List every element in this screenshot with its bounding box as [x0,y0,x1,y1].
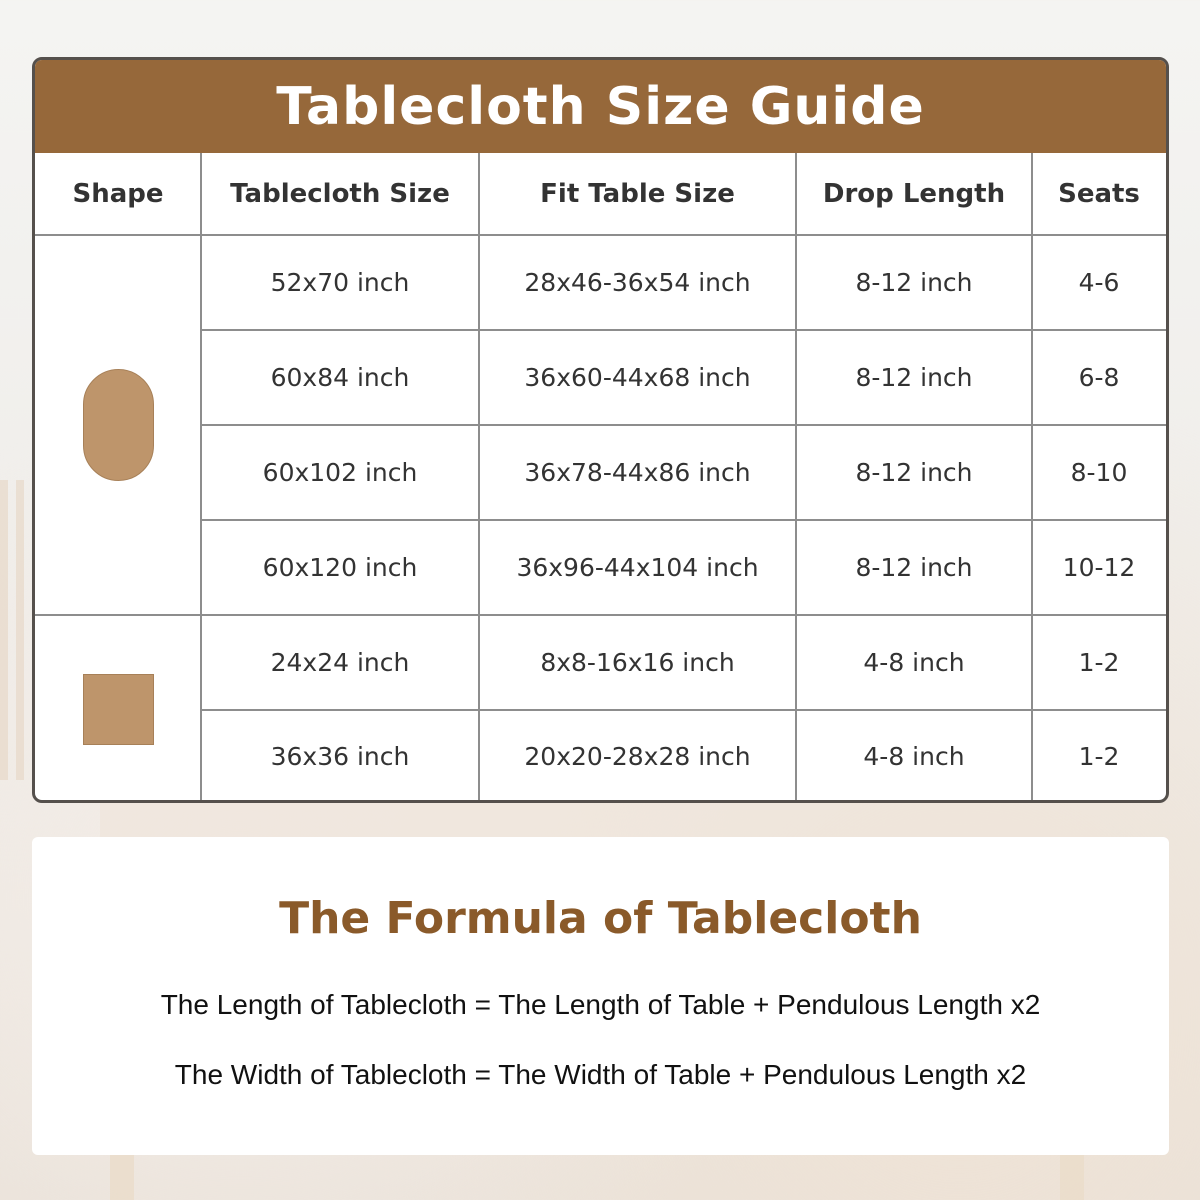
table-divider [201,519,1166,521]
shape-cell-square [35,615,201,803]
cell-drop-length: 4-8 inch [863,648,965,677]
cell-seats: 8-10 [1070,458,1128,487]
cell-drop-length: 8-12 inch [855,553,973,582]
table-divider [35,234,1166,236]
cell-tablecloth-size: 24x24 inch [270,648,410,677]
column-header-tablecloth-size: Tablecloth Size [230,179,450,209]
table-divider [201,709,1166,711]
table-divider [795,153,797,803]
size-guide-header [35,60,1166,153]
cell-tablecloth-size: 36x36 inch [270,742,410,771]
size-guide-title: Tablecloth Size Guide [276,76,925,137]
cell-fit-table-size: 28x46-36x54 inch [524,268,751,297]
cell-fit-table-size: 36x78-44x86 inch [524,458,751,487]
table-divider [201,329,1166,331]
square-shape-icon [83,674,154,745]
column-header-fit-table-size: Fit Table Size [540,179,735,209]
cell-fit-table-size: 20x20-28x28 inch [524,742,751,771]
table-divider [200,153,202,803]
background-table-leg [1060,1150,1084,1200]
oval-shape-icon [83,369,154,481]
cell-fit-table-size: 8x8-16x16 inch [540,648,735,677]
cell-drop-length: 4-8 inch [863,742,965,771]
table-divider [201,424,1166,426]
cell-seats: 1-2 [1078,742,1120,771]
formula-width-line: The Width of Tablecloth = The Width of Table + Pendulous Length x2 [174,1059,1027,1090]
cell-drop-length: 8-12 inch [855,458,973,487]
column-header-shape: Shape [72,179,164,209]
cell-seats: 1-2 [1078,648,1120,677]
formula-panel [32,837,1169,1155]
formula-length-line: The Length of Tablecloth = The Length of Table + Pendulous Length x2 [160,989,1041,1020]
column-header-seats: Seats [1058,179,1140,209]
cell-drop-length: 8-12 inch [855,363,973,392]
cell-seats: 4-6 [1078,268,1120,297]
column-header-drop-length: Drop Length [822,179,1006,209]
cell-tablecloth-size: 52x70 inch [270,268,410,297]
size-guide-table [35,153,1166,800]
cell-tablecloth-size: 60x102 inch [262,458,418,487]
cell-seats: 6-8 [1078,363,1120,392]
cell-fit-table-size: 36x96-44x104 inch [516,553,759,582]
cell-seats: 10-12 [1062,553,1136,582]
shape-cell-oval [35,235,201,615]
background-table-leg [110,1150,134,1200]
table-divider [1031,153,1033,803]
size-guide-card [32,57,1169,803]
background-chair [0,480,30,780]
cell-tablecloth-size: 60x120 inch [262,553,418,582]
cell-tablecloth-size: 60x84 inch [270,363,410,392]
cell-fit-table-size: 36x60-44x68 inch [524,363,751,392]
formula-title: The Formula of Tablecloth [279,893,922,944]
cell-drop-length: 8-12 inch [855,268,973,297]
table-divider [478,153,480,803]
table-divider [35,614,1166,616]
